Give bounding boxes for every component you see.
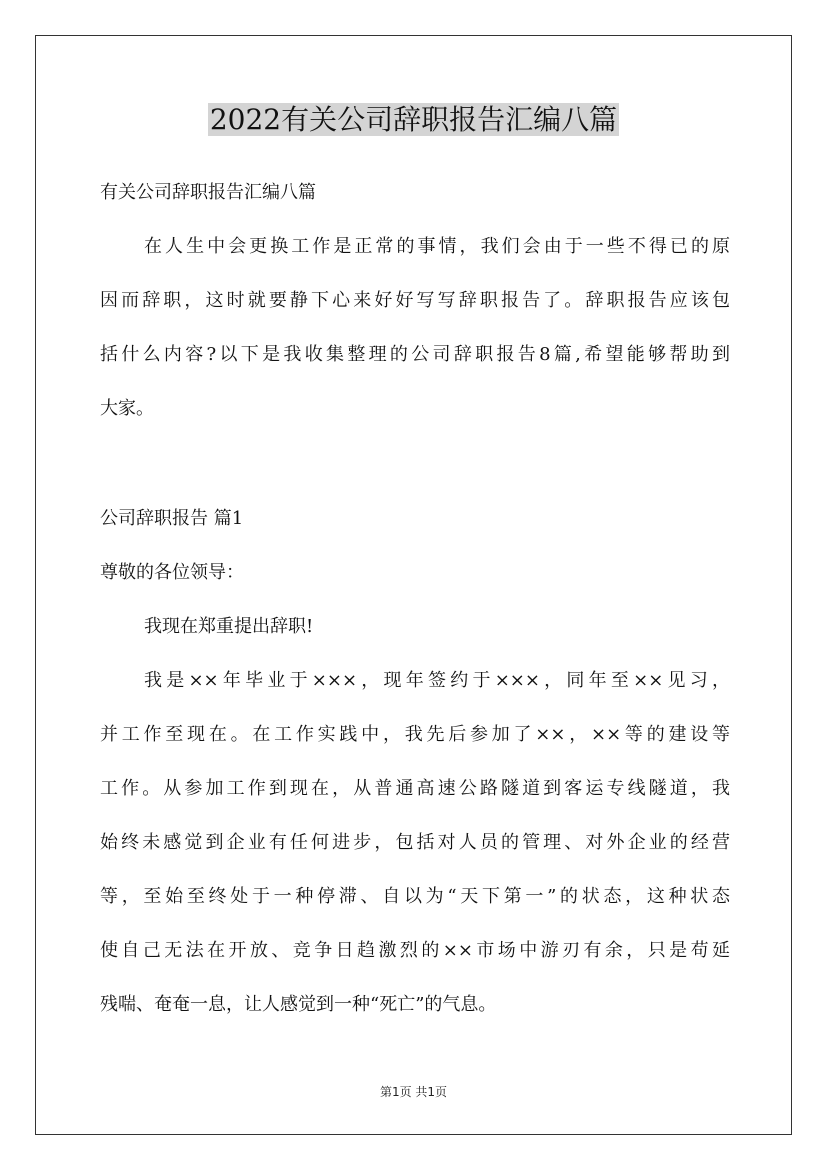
resignation-statement: 我现在郑重提出辞职! — [144, 616, 314, 637]
body-line-2: 并工作至现在。在工作实践中，我先后参加了××，××等的建设等 — [100, 724, 730, 745]
document-title — [0, 100, 827, 140]
intro-line-3: 括什么内容?以下是我收集整理的公司辞职报告8篇,希望能够帮助到 — [100, 344, 730, 365]
page-footer: 第1页 共1页 — [379, 1085, 448, 1099]
body-line-7: 残喘、奄奄一息，让人感觉到一种“死亡”的气息。 — [100, 994, 497, 1015]
document-title-text: 2022有关公司辞职报告汇编八篇 — [209, 103, 618, 136]
section-heading: 公司辞职报告 篇1 — [100, 508, 244, 529]
document-body — [100, 176, 730, 1042]
paragraph-gap — [100, 446, 730, 502]
intro-line-4: 大家。 — [100, 398, 154, 419]
intro-line-2: 因而辞职，这时就要静下心来好好写写辞职报告了。辞职报告应该包 — [100, 290, 730, 311]
salutation: 尊敬的各位领导： — [100, 562, 244, 583]
document-subtitle: 有关公司辞职报告汇编八篇 — [100, 182, 316, 203]
body-line-6: 使自己无法在开放、竞争日趋激烈的××市场中游刃有余，只是苟延 — [100, 940, 730, 961]
intro-line-1: 在人生中会更换工作是正常的事情，我们会由于一些不得已的原 — [144, 236, 730, 257]
body-line-4: 始终未感觉到企业有任何进步，包括对人员的管理、对外企业的经营 — [100, 832, 730, 853]
body-line-5: 等，至始至终处于一种停滞、自以为“天下第一”的状态，这种状态 — [100, 886, 730, 907]
body-line-1: 我是××年毕业于×××，现年签约于×××，同年至××见习， — [144, 670, 730, 691]
body-line-3: 工作。从参加工作到现在，从普通高速公路隧道到客运专线隧道，我 — [100, 778, 730, 799]
